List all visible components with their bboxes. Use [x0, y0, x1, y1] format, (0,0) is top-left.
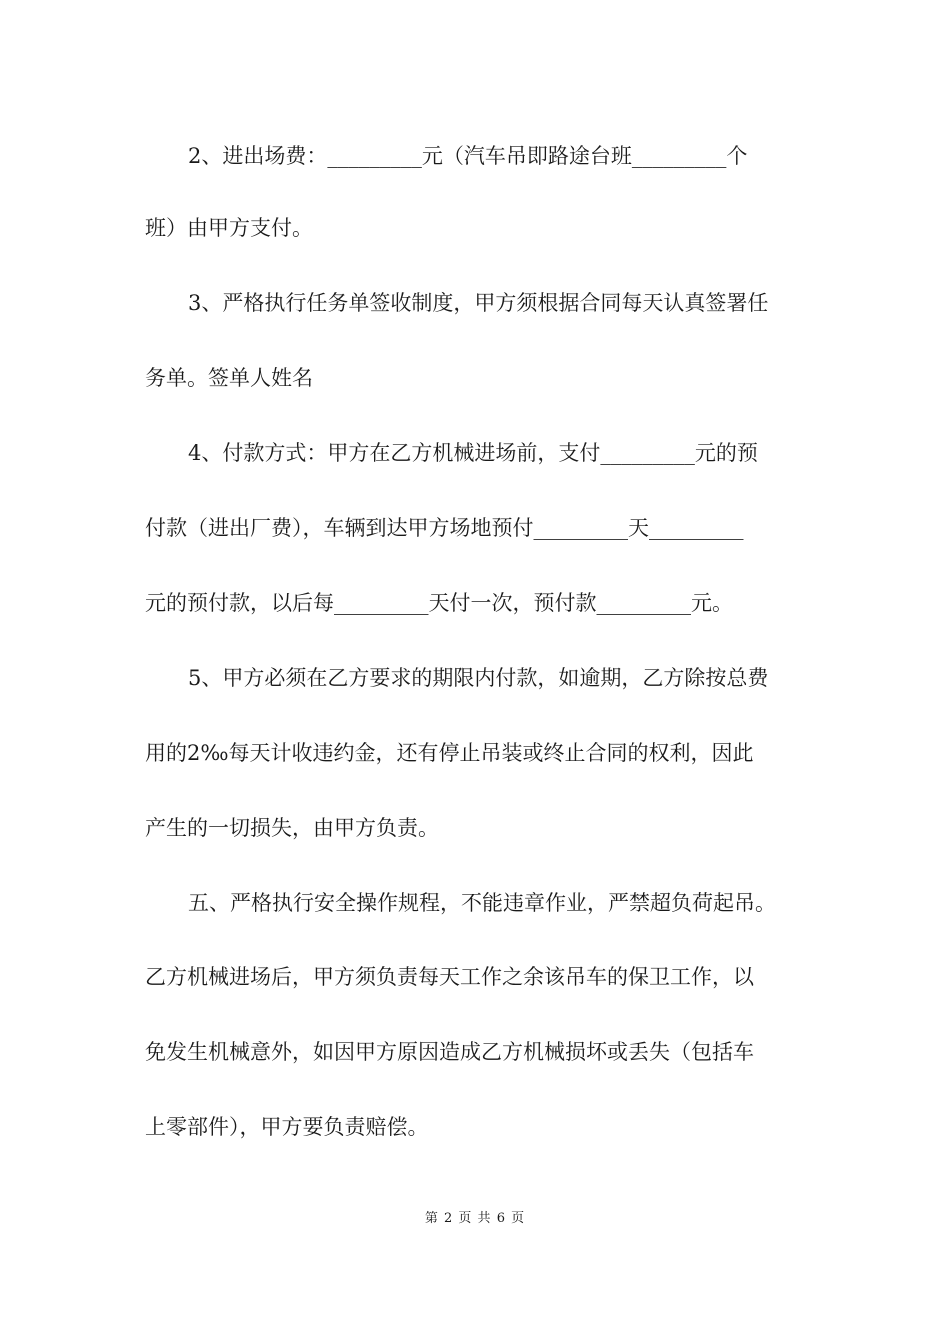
section-5-line-3: 免发生机械意外，如因甲方原因造成乙方机械损坏或丢失（包括车	[145, 1040, 754, 1064]
section-5-line-2: 乙方机械进场后，甲方须负责每天工作之余该吊车的保卫工作，以	[145, 965, 754, 989]
clause-5-line-1: 5、甲方必须在乙方要求的期限内付款，如逾期，乙方除按总费	[188, 666, 769, 690]
page-number-footer: 第 2 页 共 6 页	[424, 1211, 526, 1226]
clause-3-line-2: 务单。签单人姓名	[145, 366, 313, 390]
clause-3-line-1: 3、严格执行任务单签收制度，甲方须根据合同每天认真签署任	[188, 291, 769, 315]
clause-4-line-2: 付款（进出厂费），车辆到达甲方场地预付_________天_________	[145, 516, 744, 540]
clause-2-line-2: 班）由甲方支付。	[145, 216, 313, 240]
clause-5-line-3: 产生的一切损失，由甲方负责。	[145, 816, 439, 840]
clause-4-line-1: 4、付款方式：甲方在乙方机械进场前，支付_________元的预	[188, 441, 758, 465]
section-5-line-4: 上零部件），甲方要负责赔偿。	[145, 1115, 429, 1139]
section-5-line-1: 五、严格执行安全操作规程，不能违章作业，严禁超负荷起吊。	[188, 891, 776, 915]
clause-2-line-1: 2、进出场费：_________元（汽车吊即路途台班_________个	[188, 144, 748, 168]
clause-5-line-2: 用的2‰每天计收违约金，还有停止吊装或终止合同的权利，因此	[145, 741, 754, 765]
clause-4-line-3: 元的预付款，以后每_________天付一次，预付款_________元。	[145, 591, 733, 615]
